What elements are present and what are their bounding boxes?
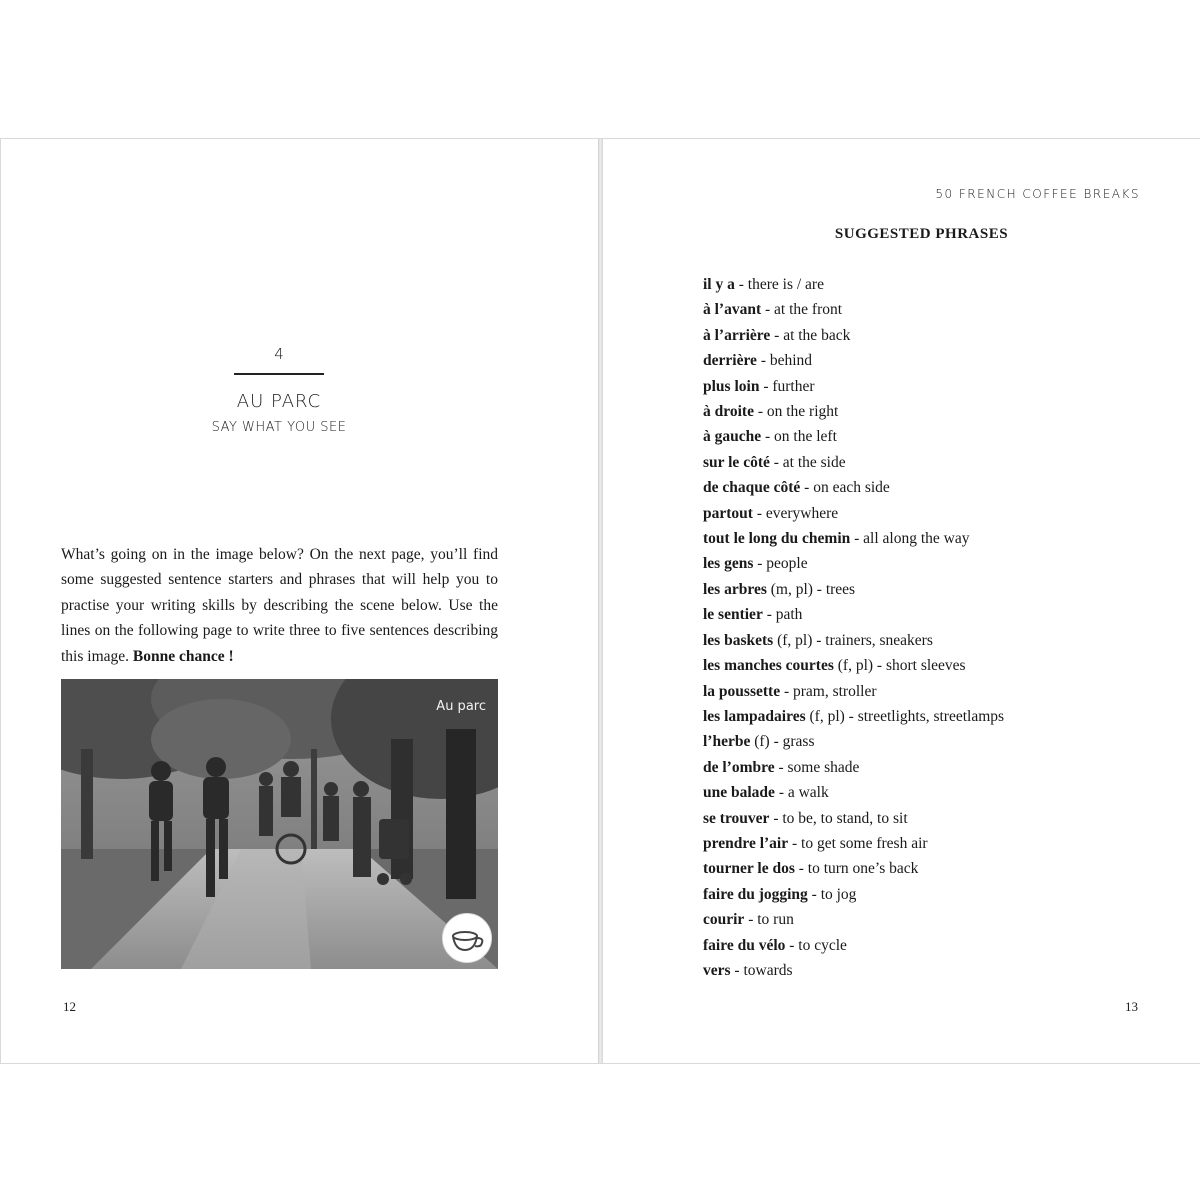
phrase-item	[703, 323, 1004, 348]
phrase-french: partout	[703, 504, 753, 522]
coffee-cup-drawing	[443, 914, 491, 962]
phrase-item	[703, 450, 1004, 475]
chapter-title: AU PARC	[236, 391, 322, 412]
phrase-english: - on the left	[761, 428, 837, 446]
phrase-french: faire du vélo	[703, 936, 786, 954]
phrase-item	[703, 399, 1004, 424]
phrase-french: courir	[703, 911, 745, 929]
phrase-item	[703, 526, 1004, 551]
phrase-english: (f, pl) - trainers, sneakers	[773, 631, 933, 649]
phrase-english: (m, pl) - trees	[766, 580, 856, 598]
section-title: SUGGESTED PHRASES	[834, 226, 1009, 242]
phrase-english: - there is / are	[734, 276, 824, 293]
phrase-french: se trouver	[703, 809, 770, 827]
phrase-english: - on each side	[800, 479, 890, 497]
phrase-item	[703, 755, 1004, 780]
page-number-left: 12	[63, 999, 76, 1014]
phrase-item	[703, 679, 1004, 704]
phrase-french: de l’ombre	[703, 758, 775, 776]
phrase-item	[703, 475, 1004, 500]
phrase-english: - people	[753, 555, 808, 573]
phrase-item	[703, 297, 1004, 322]
phrase-item	[703, 704, 1004, 729]
phrase-item	[703, 424, 1004, 449]
phrase-french: plus loin	[703, 377, 760, 395]
phrase-english: - to turn one’s back	[794, 860, 919, 878]
phrase-english: - to cycle	[785, 936, 847, 954]
phrase-item	[703, 856, 1004, 881]
phrase-english: - at the side	[769, 453, 846, 471]
phrase-item	[703, 653, 1004, 678]
phrase-item	[703, 577, 1004, 602]
phrase-french: une balade	[703, 784, 775, 802]
phrase-french: prendre l’air	[703, 834, 789, 852]
phrase-french: derrière	[703, 352, 757, 370]
phrase-english: - everywhere	[752, 504, 839, 522]
phrase-english: - to jog	[807, 885, 857, 903]
phrase-item	[703, 933, 1004, 958]
phrase-item	[703, 602, 1004, 627]
phrase-french: l’herbe	[703, 733, 751, 751]
phrase-french: les manches courtes	[703, 657, 834, 675]
book-spread	[0, 138, 1200, 1064]
phrase-english: - behind	[756, 352, 813, 370]
phrase-english: (f, pl) - streetlights, streetlamps	[805, 707, 1005, 725]
phrase-french: à l’arrière	[703, 326, 771, 344]
phrase-item	[703, 272, 1004, 297]
phrase-english: (f) - grass	[750, 733, 815, 751]
phrase-french: vers	[703, 961, 731, 979]
phrase-english: - further	[759, 377, 815, 395]
phrase-english: - path	[762, 606, 803, 624]
chapter-number: 4	[274, 345, 284, 363]
phrase-english: - towards	[730, 961, 793, 979]
phrase-french: le sentier	[703, 606, 763, 624]
phrase-item	[703, 628, 1004, 653]
phrase-english: - all along the way	[850, 530, 970, 548]
page-number-right: 13	[1125, 999, 1138, 1014]
phrase-french: tout le long du chemin	[703, 530, 851, 548]
phrase-english: - at the front	[761, 301, 843, 319]
phrase-english: (f, pl) - short sleeves	[833, 657, 966, 675]
phrase-item	[703, 831, 1004, 856]
phrase-english: - a walk	[774, 784, 829, 802]
phrase-french: faire du jogging	[703, 885, 808, 903]
chapter-subtitle: SAY WHAT YOU SEE	[211, 420, 347, 435]
park-scene-illustration	[61, 679, 498, 969]
phrase-item	[703, 907, 1004, 932]
phrase-item	[703, 958, 1004, 983]
phrase-item	[703, 729, 1004, 754]
intro-bold-text: Bonne chance !	[132, 647, 234, 665]
park-photo	[61, 679, 498, 969]
left-page	[0, 139, 599, 1063]
phrase-item	[703, 551, 1004, 576]
intro-paragraph	[61, 542, 498, 670]
chapter-rule	[234, 373, 324, 375]
phrase-french: il y a	[703, 276, 735, 293]
phrase-french: à l’avant	[703, 301, 762, 319]
phrase-item	[703, 780, 1004, 805]
phrase-english: - some shade	[774, 758, 860, 776]
phrase-french: la poussette	[703, 682, 781, 700]
intro-text: What’s going on in the image below? On the next page, you’ll find some suggested sentence starters and phrases that will help you to practise your writing skills by describing the scene below. Use the lines on the following page to write three to five sentences describing this image.	[61, 545, 498, 665]
phrase-item	[703, 374, 1004, 399]
phrase-english: - to run	[744, 911, 794, 929]
right-page	[603, 139, 1200, 1063]
phrase-english: - on the right	[753, 403, 839, 421]
phrase-item	[703, 882, 1004, 907]
phrase-french: les baskets	[703, 631, 774, 649]
phrase-french: les arbres	[703, 580, 767, 598]
phrase-item	[703, 348, 1004, 373]
phrase-french: les gens	[703, 555, 754, 573]
phrase-item	[703, 806, 1004, 831]
phrase-english: - to be, to stand, to sit	[769, 809, 908, 827]
phrase-item	[703, 501, 1004, 526]
phrase-french: les lampadaires	[703, 707, 806, 725]
phrase-english: - pram, stroller	[780, 682, 877, 700]
phrase-french: à droite	[703, 403, 754, 421]
phrase-english: - at the back	[770, 326, 851, 344]
phrase-french: sur le côté	[703, 453, 770, 471]
running-head: 50 FRENCH COFFEE BREAKS	[935, 187, 1140, 201]
phrase-list	[703, 272, 1004, 983]
phrase-french: de chaque côté	[703, 479, 801, 497]
phrase-english: - to get some fresh air	[788, 834, 928, 852]
phrase-french: tourner le dos	[703, 860, 795, 878]
coffee-cup-icon	[442, 913, 492, 963]
phrase-french: à gauche	[703, 428, 762, 446]
photo-caption: Au parc	[436, 699, 486, 714]
